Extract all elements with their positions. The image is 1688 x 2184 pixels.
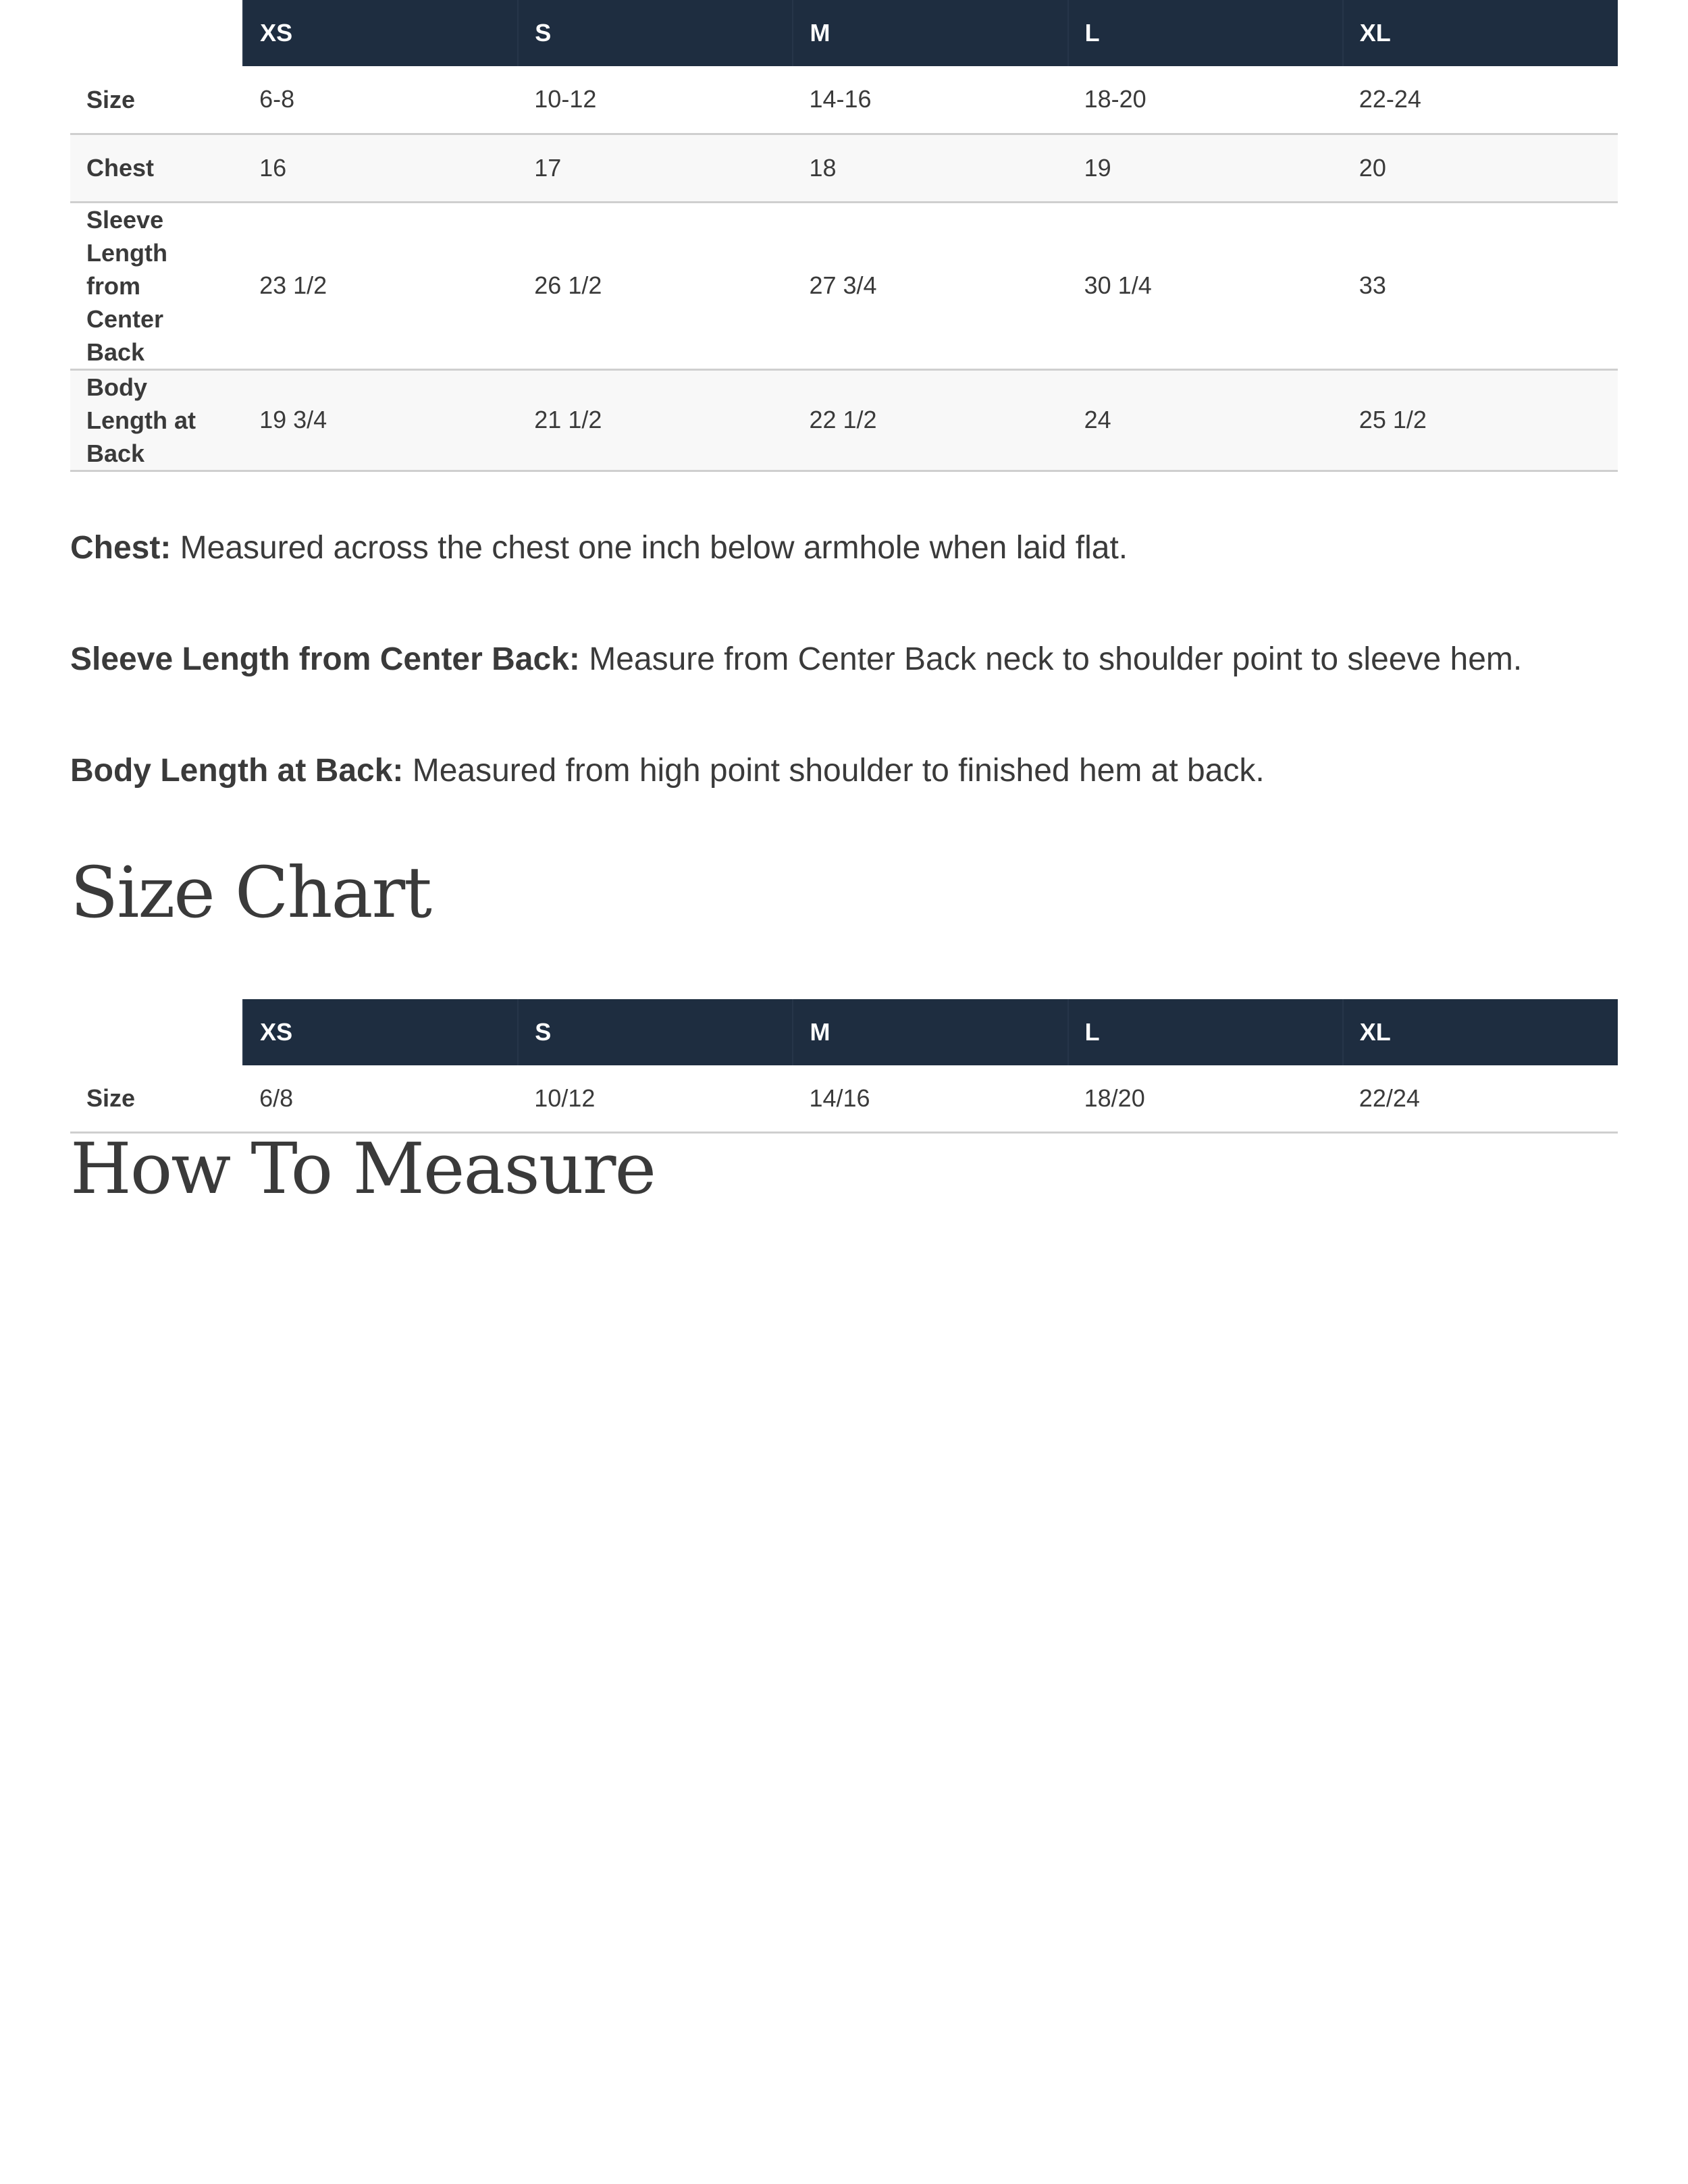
table-cell: 33 xyxy=(1343,202,1618,369)
table-header-corner xyxy=(70,999,243,1065)
row-label-line: Back xyxy=(86,439,145,467)
table-cell: 16 xyxy=(243,134,518,202)
table-cell: 10-12 xyxy=(518,66,793,134)
table-header-row xyxy=(70,0,1618,66)
row-label xyxy=(70,202,243,369)
note-text: Measured across the chest one inch below armhole when laid flat. xyxy=(171,529,1128,566)
table-row-sleeve-length xyxy=(70,202,1618,369)
note-text: Measured from high point shoulder to finished hem at back. xyxy=(403,752,1265,789)
table-cell: 18/20 xyxy=(1068,1065,1343,1133)
table-cell: 22-24 xyxy=(1343,66,1618,134)
table-cell: 22/24 xyxy=(1343,1065,1618,1133)
table-cell: 22 1/2 xyxy=(793,369,1067,471)
table-cell: 6-8 xyxy=(243,66,518,134)
table-cell: 24 xyxy=(1068,369,1343,471)
row-label-line: from xyxy=(86,271,140,300)
note-body-length xyxy=(70,746,1618,795)
note-text: Measure from Center Back neck to shoulder point to sleeve hem. xyxy=(579,641,1523,677)
column-header-xl: XL xyxy=(1343,999,1618,1065)
table-cell: 18-20 xyxy=(1068,66,1343,134)
table-header-corner xyxy=(70,0,243,66)
table-cell: 19 xyxy=(1068,134,1343,202)
how-to-measure-heading: How To Measure xyxy=(70,1127,656,1210)
table-cell: 25 1/2 xyxy=(1343,369,1618,471)
table-cell: 6/8 xyxy=(243,1065,518,1133)
table-cell: 18 xyxy=(793,134,1067,202)
row-label-line: Length at xyxy=(86,406,196,434)
table-cell: 26 1/2 xyxy=(518,202,793,369)
table-cell: 14-16 xyxy=(793,66,1067,134)
table-cell: 20 xyxy=(1343,134,1618,202)
table-cell: 14/16 xyxy=(793,1065,1067,1133)
column-header-s: S xyxy=(518,0,793,66)
note-chest xyxy=(70,523,1618,572)
row-label: Chest xyxy=(70,134,243,202)
row-label xyxy=(70,369,243,471)
table-cell: 19 3/4 xyxy=(243,369,518,471)
table-cell: 30 1/4 xyxy=(1068,202,1343,369)
row-label-line: Center xyxy=(86,304,164,333)
row-label-line: Back xyxy=(86,338,145,366)
table-row-size xyxy=(70,1065,1618,1133)
column-header-l: L xyxy=(1068,0,1343,66)
note-term: Sleeve Length from Center Back: xyxy=(70,641,580,677)
column-header-l: L xyxy=(1068,999,1343,1065)
measurement-notes xyxy=(70,523,1618,795)
column-header-m: M xyxy=(793,0,1067,66)
row-label-line: Body xyxy=(86,373,147,401)
column-header-xs: XS xyxy=(243,999,518,1065)
table-cell: 17 xyxy=(518,134,793,202)
table-cell: 10/12 xyxy=(518,1065,793,1133)
measurements-table xyxy=(70,0,1618,472)
table-row-body-length xyxy=(70,369,1618,471)
table-cell: 27 3/4 xyxy=(793,202,1067,369)
row-label-line: Sleeve xyxy=(86,205,164,234)
note-term: Chest: xyxy=(70,529,172,566)
row-label-line: Length xyxy=(86,238,167,267)
table-cell: 23 1/2 xyxy=(243,202,518,369)
size-chart-table xyxy=(70,999,1618,1134)
note-sleeve-length xyxy=(70,635,1618,684)
table-cell: 21 1/2 xyxy=(518,369,793,471)
table-row-size xyxy=(70,66,1618,134)
size-guide-page xyxy=(70,0,1618,1210)
table-header-row xyxy=(70,999,1618,1065)
table-row-chest xyxy=(70,134,1618,202)
note-term: Body Length at Back: xyxy=(70,752,404,789)
row-label: Size xyxy=(70,1065,243,1133)
row-label: Size xyxy=(70,66,243,134)
column-header-s: S xyxy=(518,999,793,1065)
column-header-m: M xyxy=(793,999,1067,1065)
column-header-xl: XL xyxy=(1343,0,1618,66)
column-header-xs: XS xyxy=(243,0,518,66)
size-chart-heading: Size Chart xyxy=(70,851,431,934)
